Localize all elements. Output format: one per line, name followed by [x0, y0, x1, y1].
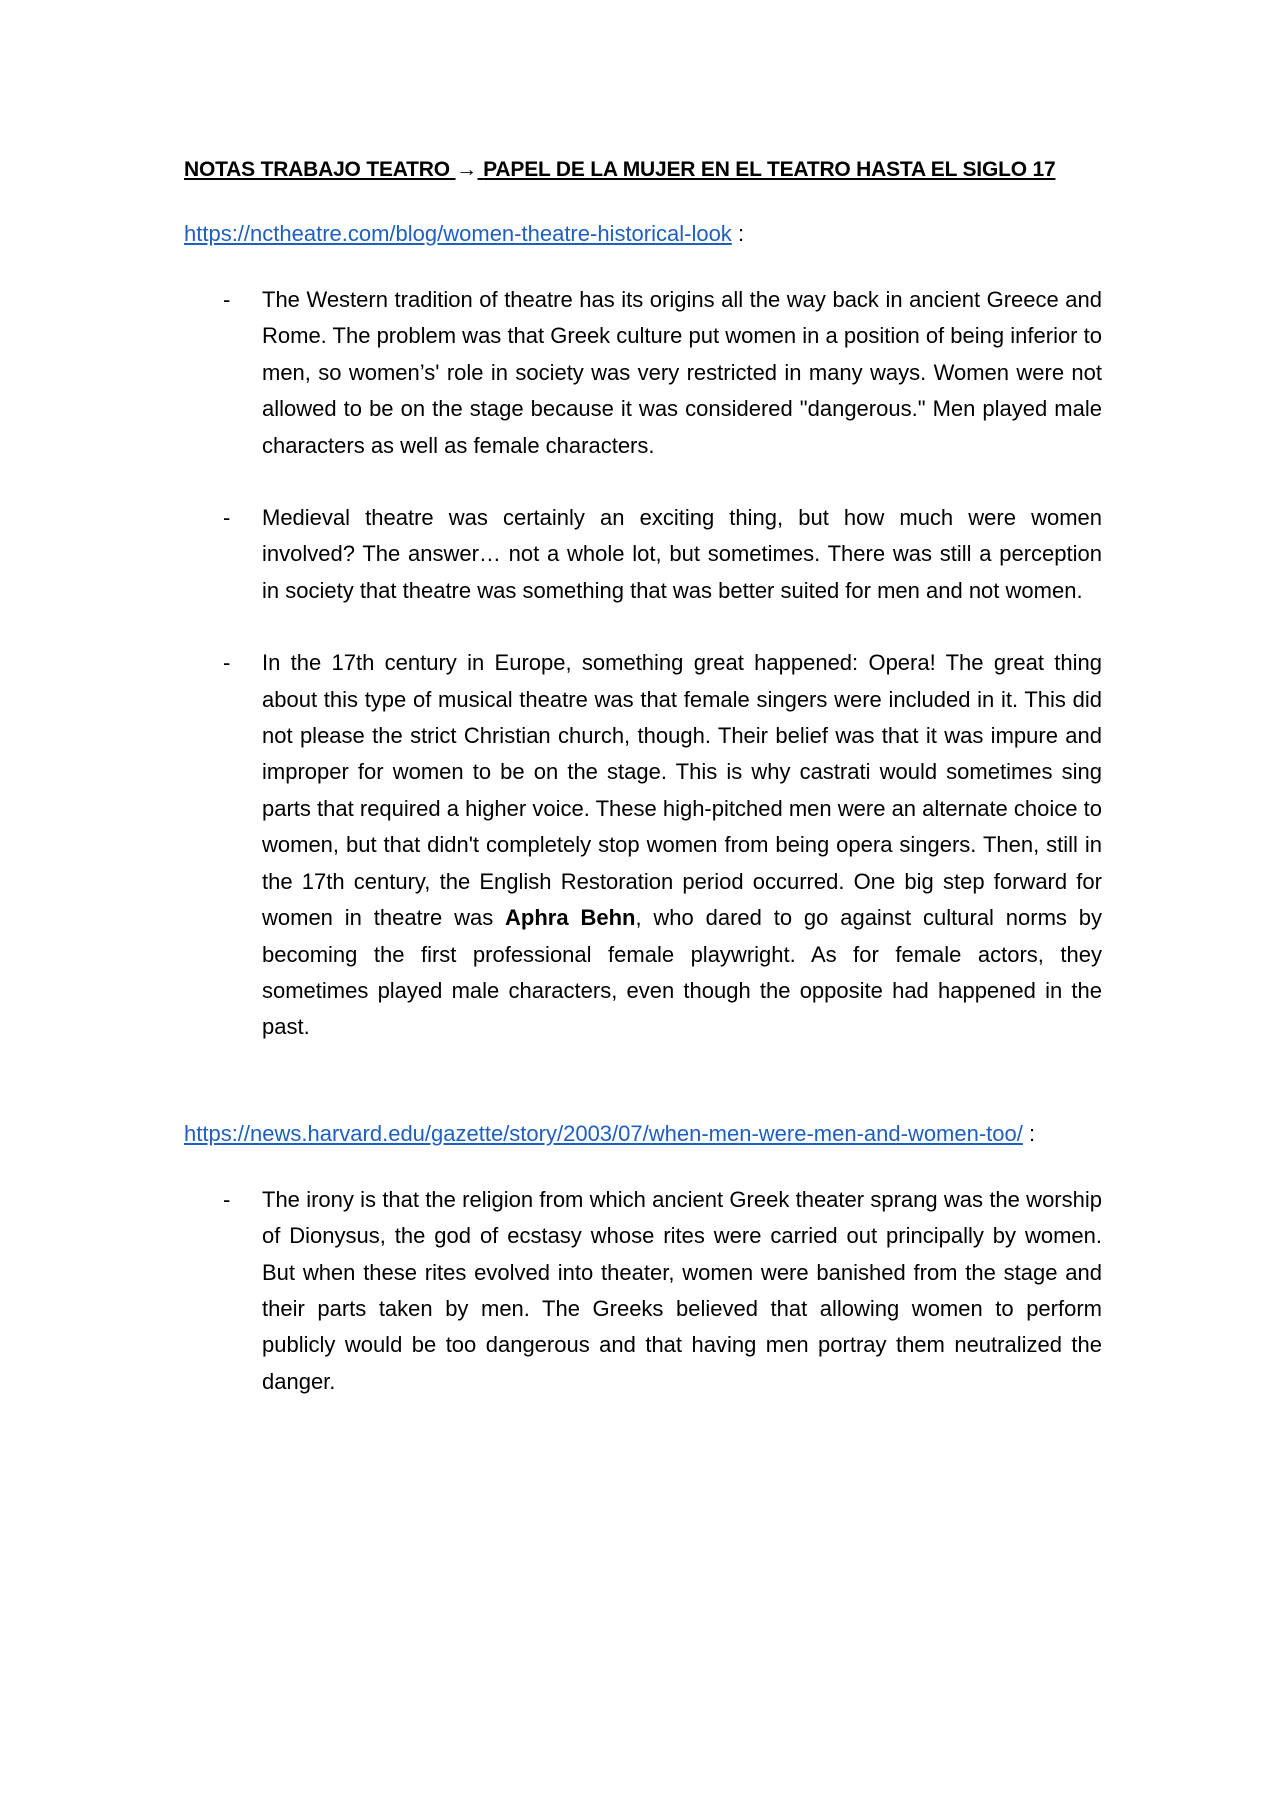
source-1-colon: :: [737, 221, 745, 246]
note-text: The irony is that the religion from which ancient Greek theater sprang was the worship of Dionysus, the god of ecstasy whose rites were carried out principally by women. But when these rites evolved into theater, women were banished from the stage and their parts taken by men. The Greeks believed that allowing women to perform publicly would be too dangerous and that having men portray them neutralized the danger.: [262, 1186, 1102, 1394]
title-part-1: NOTAS TRABAJO TEATRO: [184, 158, 450, 181]
note-item: [184, 282, 1102, 464]
bullet-dash: -: [223, 650, 231, 676]
note-text: The Western tradition of theatre has its origins all the way back in ancient Greece and Rome. The problem was that Greek culture put women in a position of being inferior to men, so women’s' role in society was very restricted in many ways. Women were not allowed to be on the stage because it was considered "dangerous." Men played male characters as well as female characters.: [262, 287, 1102, 458]
source-1-link[interactable]: https://nctheatre.com/blog/women-theatre-historical-look: [184, 221, 732, 246]
note-text-before-bold: In the 17th century in Europe, something great happened: Opera! The great thing about this type of musical theatre was that female singers were included in it. This did not please the strict Christian church, though. Their belief was that it was impure and improper for women to be on the stage. This is why castrati would sometimes sing parts that required a higher voice. These high-pitched men were an alternate choice to women, but that didn't completely stop women from being opera singers. Then, still in the 17th century, the English Restoration period occurred. One big step forward for women in theatre was: [262, 650, 1102, 931]
document-body: [184, 156, 1102, 1436]
source-1-notes: [184, 282, 1102, 1046]
source-2: [184, 1118, 1102, 1150]
bullet-dash: -: [223, 1186, 231, 1212]
note-text-after-bold: , who dared to go against cultural norms by becoming the first professional female playwright. As for female actors, they sometimes played male characters, even though the opposite had happened in the past.: [262, 905, 1102, 1040]
note-item: [184, 1182, 1102, 1400]
note-text: Medieval theatre was certainly an exciting thing, but how much were women involved? The answer… not a whole lot, but sometimes. There was still a perception in society that theatre was something that was better suited for men and not women.: [262, 505, 1102, 603]
arrow-right-icon: →: [456, 158, 477, 181]
note-bold-name: Aphra Behn: [505, 905, 636, 931]
source-2-colon: :: [1029, 1120, 1036, 1146]
source-2-link[interactable]: https://news.harvard.edu/gazette/story/2003/07/when-men-were-men-and-women-too/: [184, 1120, 1023, 1146]
title-part-2: PAPEL DE LA MUJER EN EL TEATRO HASTA EL SIGLO 17: [483, 158, 1056, 181]
note-item: [184, 645, 1102, 1045]
bullet-dash: -: [223, 505, 231, 531]
bullet-dash: -: [223, 287, 231, 312]
document-title: [184, 156, 1102, 184]
source-1: [184, 218, 1102, 250]
note-item: [184, 500, 1102, 609]
source-2-notes: [184, 1182, 1102, 1400]
